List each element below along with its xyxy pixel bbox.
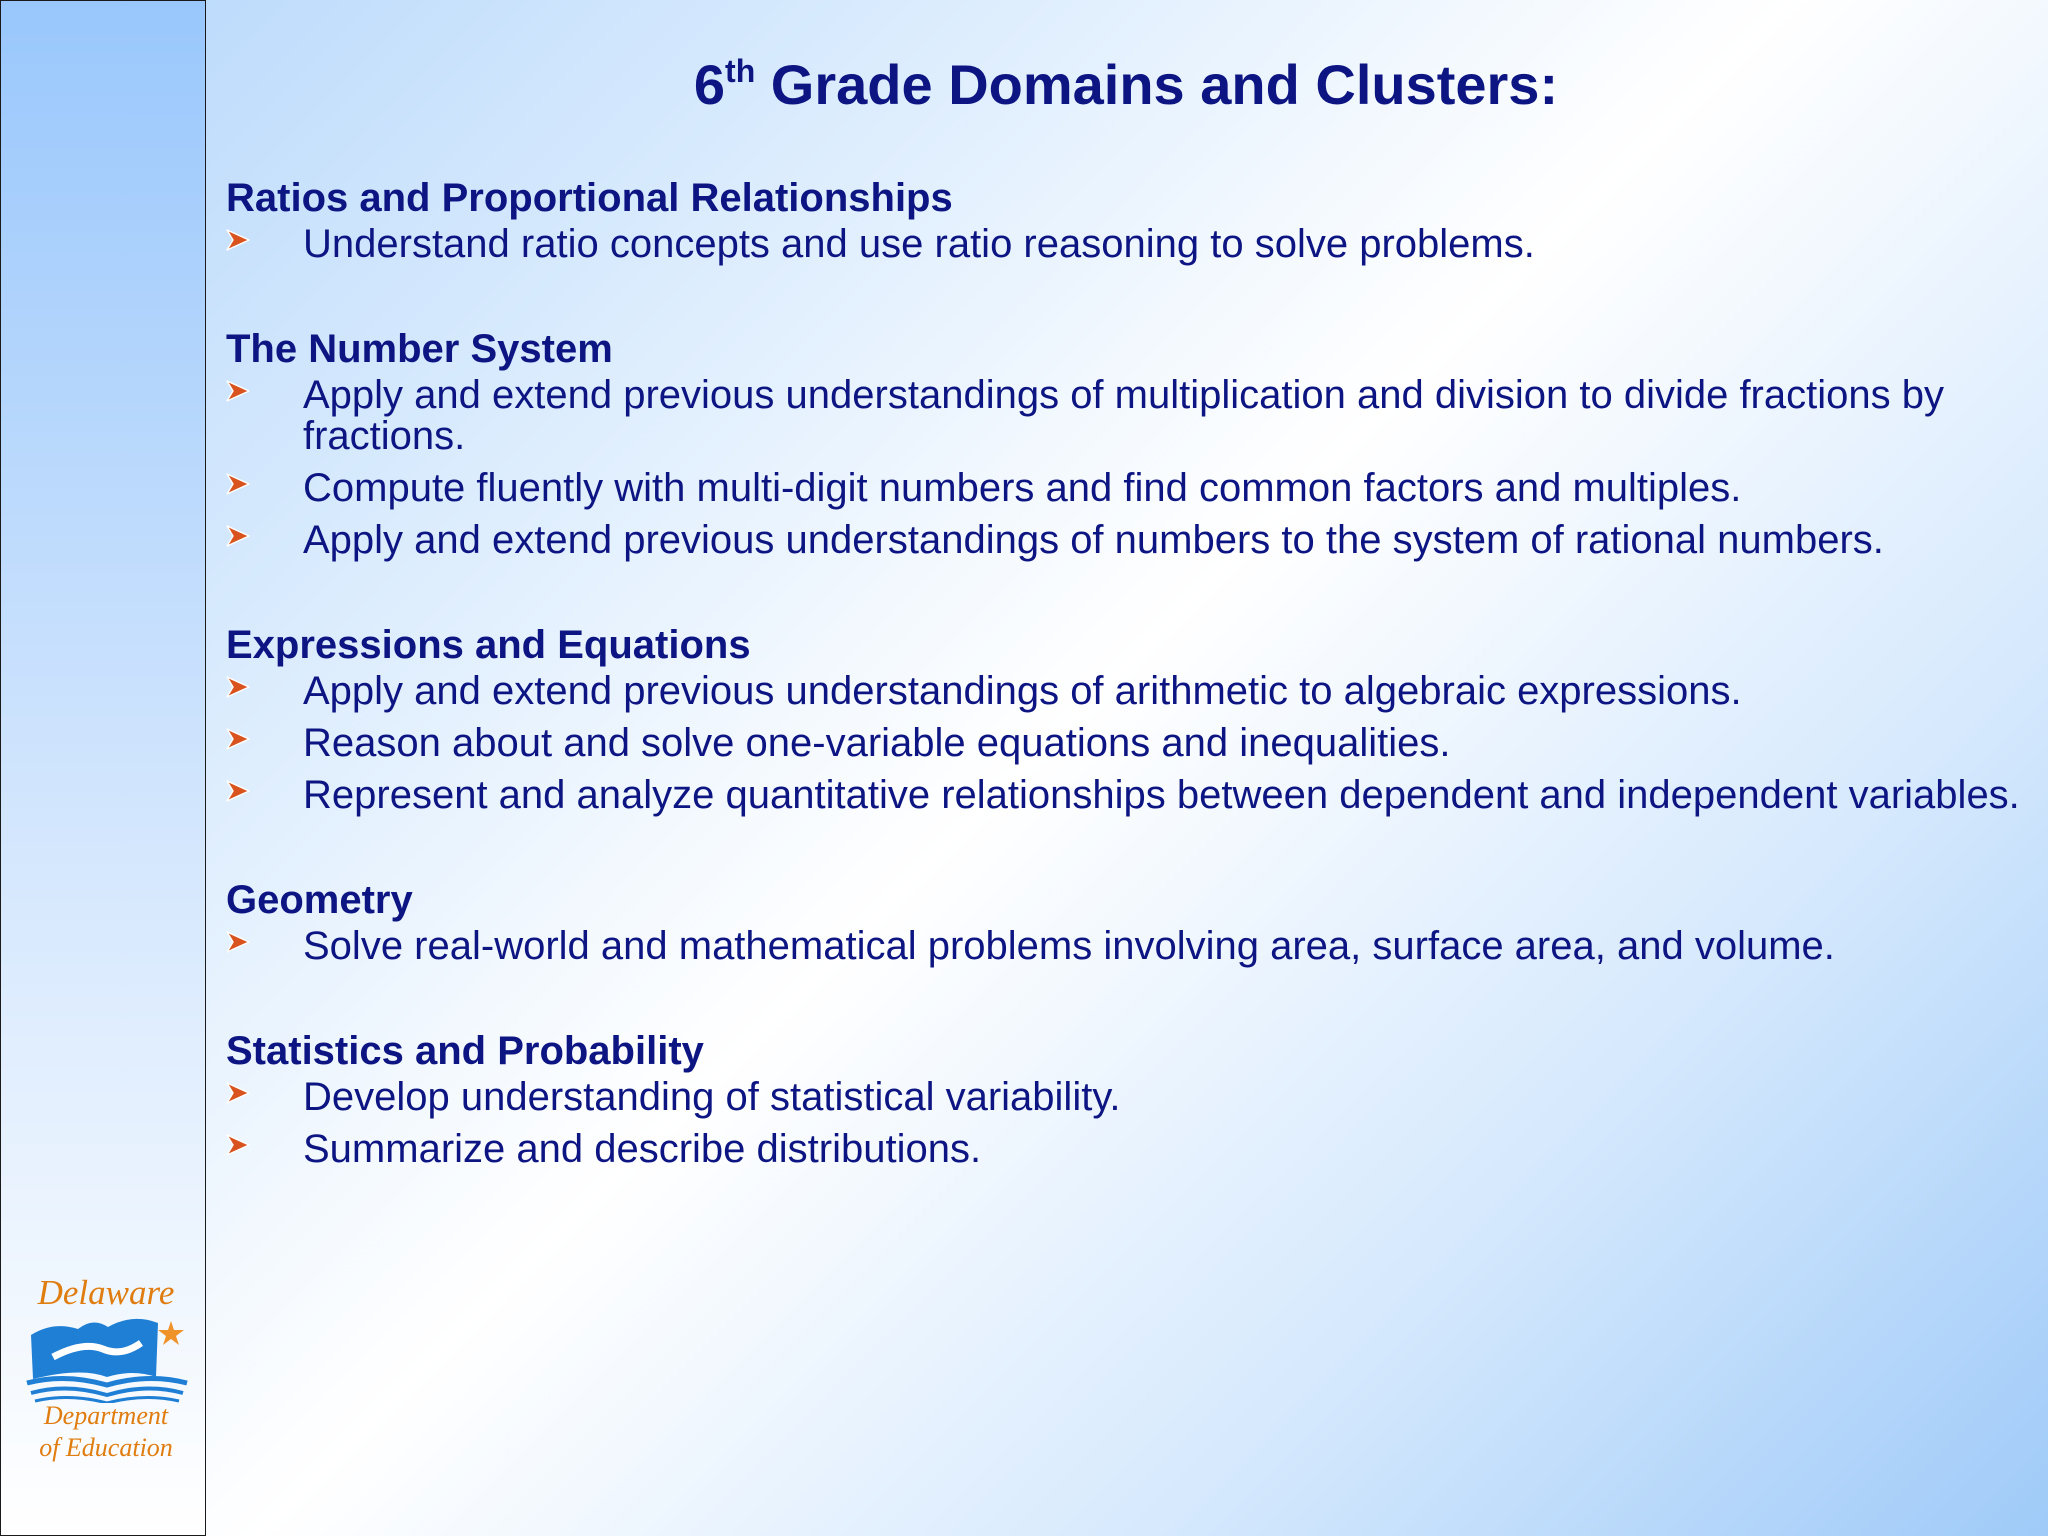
cluster-text: Understand ratio concepts and use ratio reasoning to solve problems. — [303, 222, 1535, 266]
logo-text-of-education: of Education — [39, 1433, 173, 1462]
cluster-item — [226, 520, 2026, 561]
cluster-list — [226, 1077, 2026, 1170]
cluster-item — [226, 224, 2026, 265]
cluster-item — [226, 468, 2026, 509]
cluster-list — [226, 926, 2026, 967]
open-book-star-icon — [23, 1313, 189, 1403]
cluster-list — [226, 375, 2026, 561]
arrowhead-bullet-icon — [226, 675, 250, 699]
cluster-item — [226, 926, 2026, 967]
arrowhead-bullet-icon — [226, 930, 250, 954]
cluster-text: Compute fluently with multi-digit numbers and find common factors and multiples. — [303, 466, 1742, 510]
domains-list — [226, 172, 2026, 1170]
domain-heading: Expressions and Equations — [226, 623, 751, 667]
cluster-item — [226, 775, 2026, 816]
cluster-text: Reason about and solve one-variable equations and inequalities. — [303, 721, 1451, 765]
domain-section — [226, 1025, 2026, 1170]
cluster-text: Summarize and describe distributions. — [303, 1127, 982, 1171]
cluster-text: Develop understanding of statistical variability. — [303, 1075, 1121, 1119]
title-rest: Grade Domains and Clusters: — [755, 53, 1559, 116]
logo-text-department: Department — [43, 1401, 169, 1430]
cluster-list — [226, 671, 2026, 816]
domain-heading: Statistics and Probability — [226, 1029, 704, 1073]
domain-section — [226, 323, 2026, 561]
domain-heading: The Number System — [226, 327, 613, 371]
logo-text-delaware: Delaware — [37, 1273, 175, 1312]
arrowhead-bullet-icon — [226, 779, 250, 803]
arrowhead-bullet-icon — [226, 228, 250, 252]
cluster-item — [226, 671, 2026, 712]
cluster-text: Solve real-world and mathematical problems involving area, surface area, and volume. — [303, 924, 1835, 968]
domain-heading: Ratios and Proportional Relationships — [226, 176, 953, 220]
arrowhead-bullet-icon — [226, 1081, 250, 1105]
delaware-doe-logo — [23, 1271, 189, 1471]
cluster-text: Represent and analyze quantitative relationships between dependent and independent variables. — [303, 773, 2020, 817]
arrowhead-bullet-icon — [226, 524, 250, 548]
arrowhead-bullet-icon — [226, 379, 250, 403]
arrowhead-bullet-icon — [226, 472, 250, 496]
cluster-list — [226, 224, 2026, 265]
title-superscript: th — [725, 53, 756, 89]
domain-section — [226, 874, 2026, 967]
cluster-text: Apply and extend previous understandings of multiplication and division to divide fractions by fractions. — [303, 373, 1944, 458]
cluster-item — [226, 1129, 2026, 1170]
domain-section — [226, 619, 2026, 816]
arrowhead-bullet-icon — [226, 1133, 250, 1157]
domain-heading: Geometry — [226, 878, 413, 922]
cluster-item — [226, 723, 2026, 764]
left-sidebar-panel — [0, 0, 206, 1536]
cluster-text: Apply and extend previous understandings of arithmetic to algebraic expressions. — [303, 669, 1742, 713]
title-prefix: 6 — [693, 53, 726, 116]
slide-title — [204, 50, 2048, 120]
arrowhead-bullet-icon — [226, 727, 250, 751]
cluster-text: Apply and extend previous understandings of numbers to the system of rational numbers. — [303, 518, 1884, 562]
cluster-item — [226, 1077, 2026, 1118]
domain-section — [226, 172, 2026, 265]
cluster-item — [226, 375, 2026, 457]
